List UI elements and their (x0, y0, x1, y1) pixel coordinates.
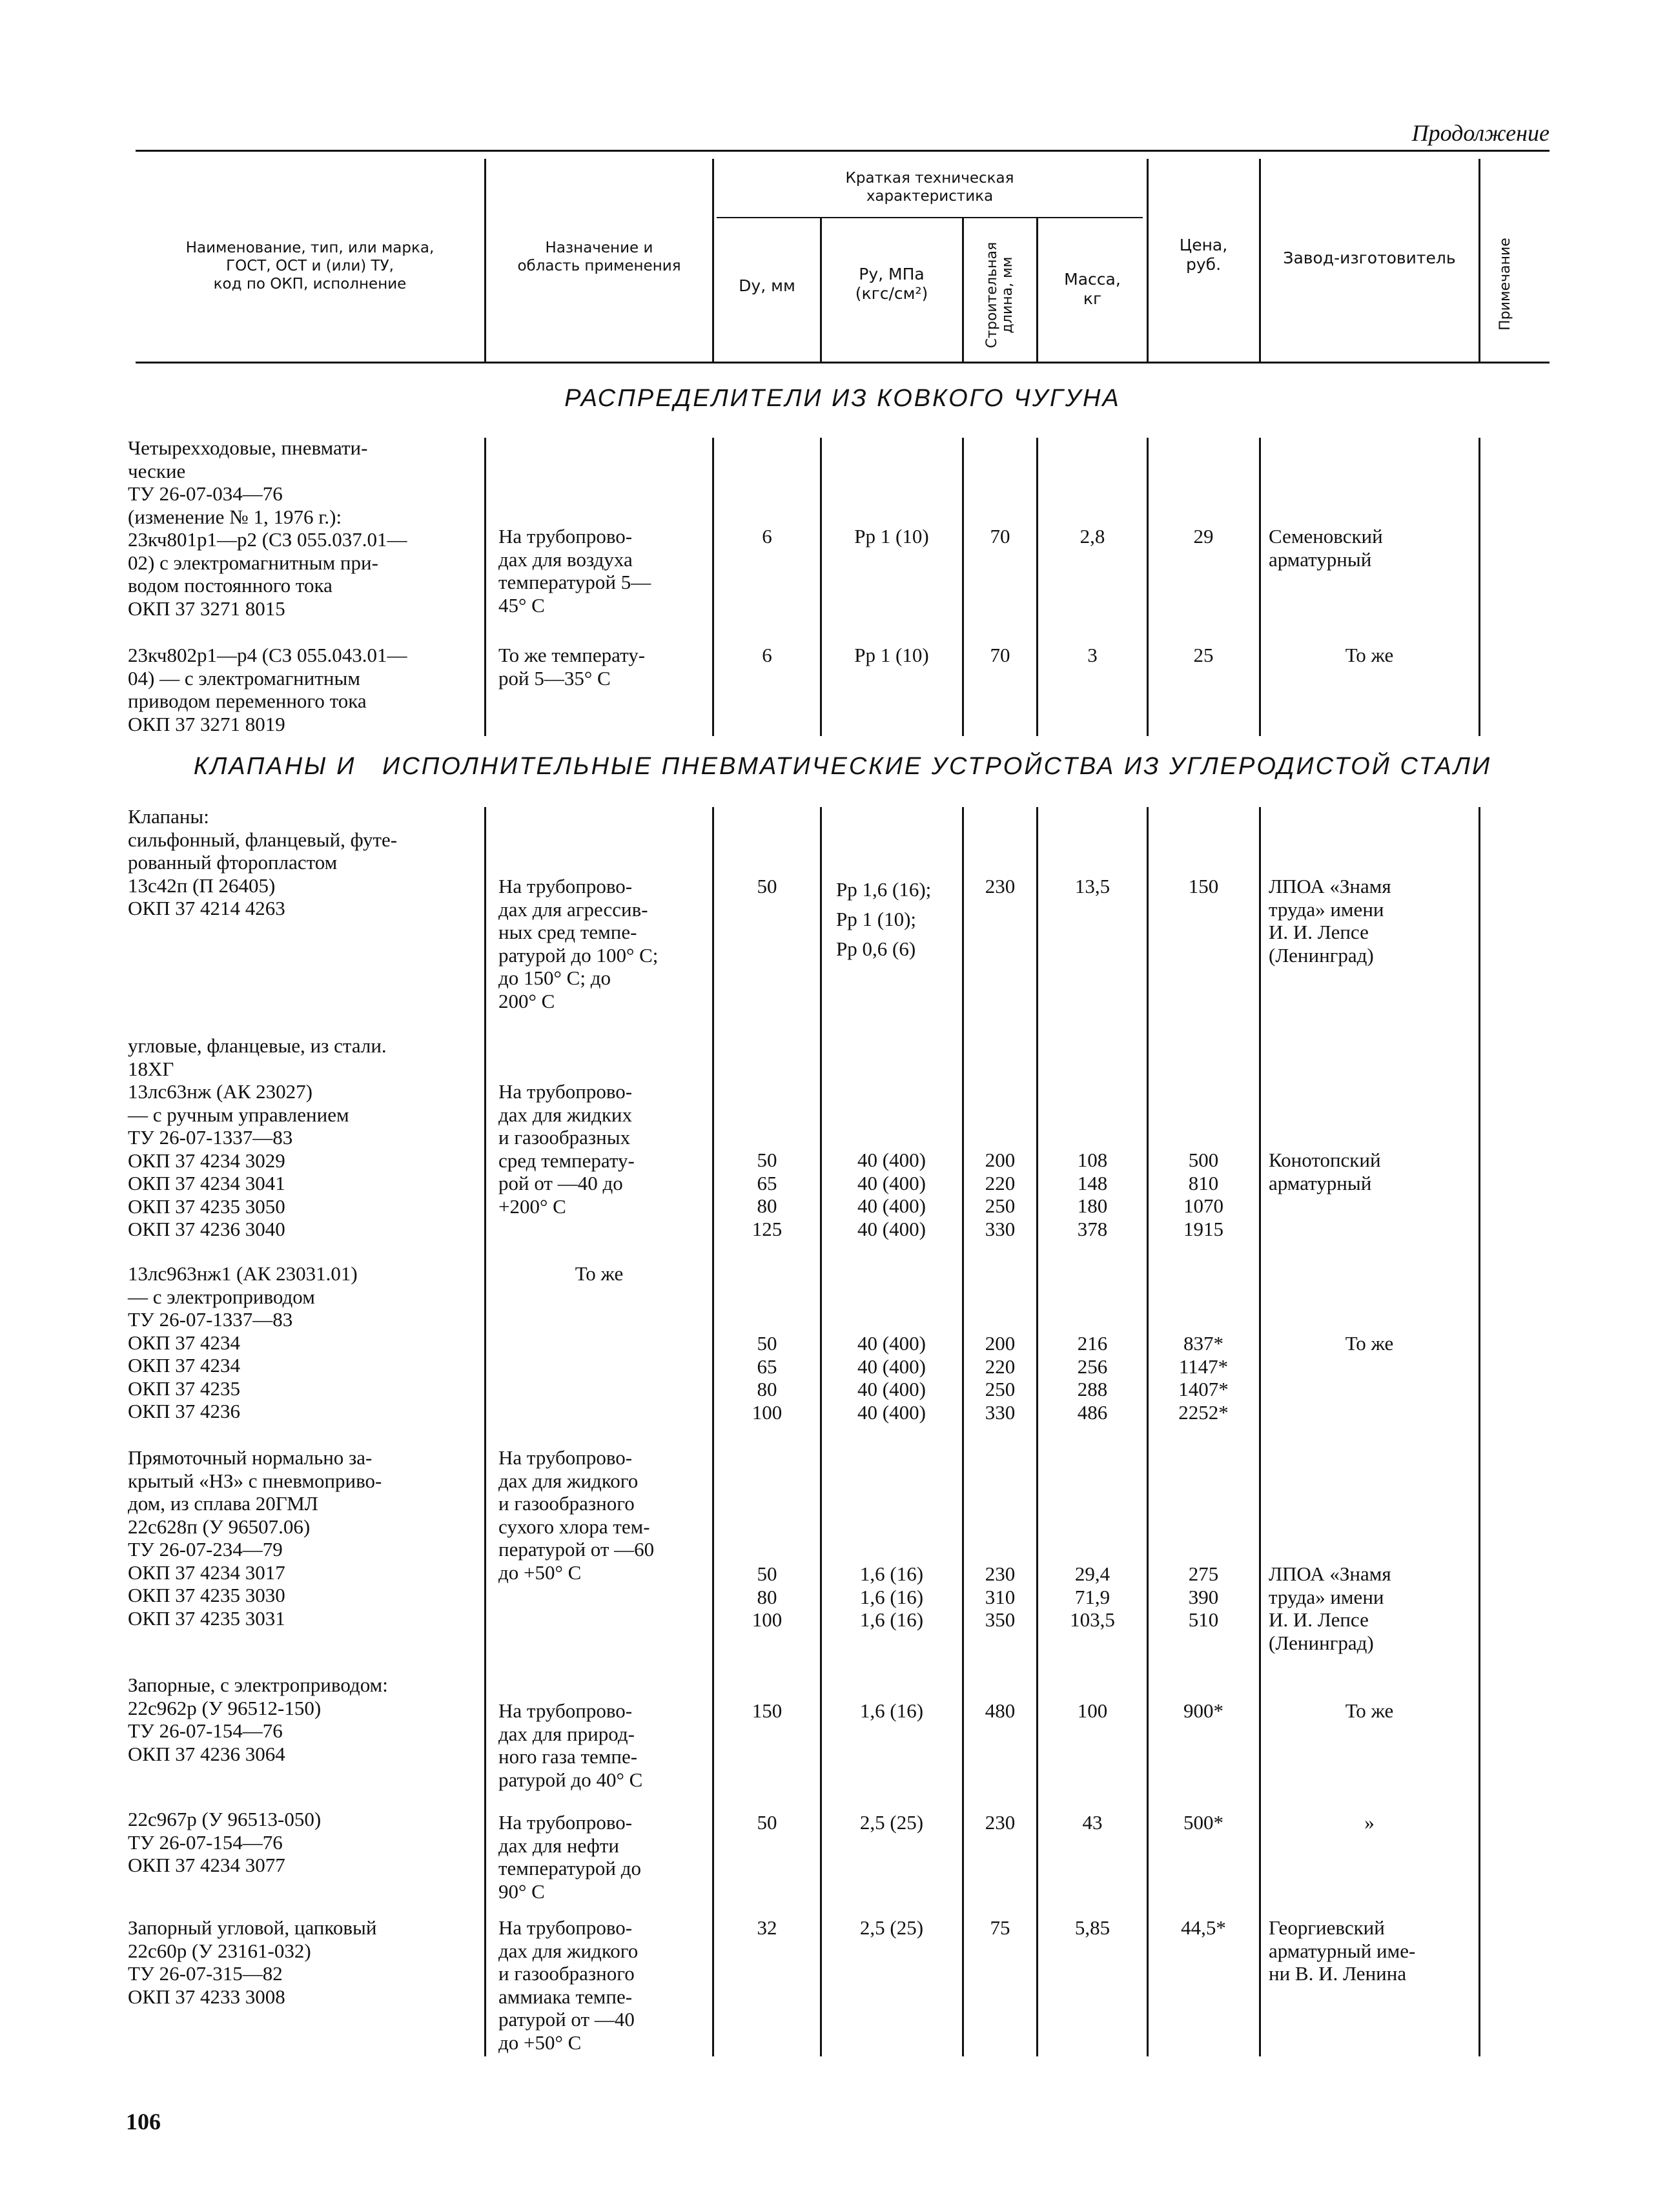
header-top-rule (136, 150, 1550, 152)
row-maker: То же (1345, 644, 1394, 666)
continuation-label: Продолжение (1411, 120, 1550, 146)
row-name: 13лс963нж1 (АК 23031.01) — с электроприводом ТУ 26-07-1337—83 ОКП 37 4234 ОКП 37 4234 ОКП 37 4235 ОКП 37 4236 (128, 1262, 358, 1422)
row-maker: Конотопский арматурный (1269, 1149, 1381, 1194)
row-length: 70 (990, 644, 1010, 666)
row-mass: 29,4 71,9 103,5 (1070, 1562, 1115, 1631)
column-divider (1478, 807, 1480, 2056)
header-divider (962, 218, 964, 362)
row-name: Клапаны: сильфонный, фланцевый, футе- рованный фторопластом 13с42п (П 26405) ОКП 37 4214 4263 (128, 805, 398, 919)
row-purpose: На трубопрово- дах для природ- ного газа темпе- ратурой до 40° С (498, 1699, 643, 1791)
row-length: 200 220 250 330 (985, 1149, 1016, 1240)
column-divider (484, 807, 486, 2056)
column-divider (1259, 438, 1261, 736)
row-name: угловые, фланцевые, из стали. 18ХГ 13лс63нж (АК 23027) — с ручным управлением ТУ 26-07-1337—83 ОКП 37 4234 3029 ОКП 37 4234 3041 ОКП 37 4235 3050 ОКП 37 4236 3040 (128, 1034, 387, 1240)
column-divider (712, 438, 714, 736)
row-price: 29 (1193, 525, 1214, 548)
row-name: Прямоточный нормально за- крытый «НЗ» с пневмоприво- дом, из сплава 20ГМЛ 22с628п (У 96507.06) ТУ 26-07-234—79 ОКП 37 4234 3017 ОКП 37 4235 3030 ОКП 37 4235 3031 (128, 1446, 382, 1630)
row-length: 75 (990, 1916, 1010, 1939)
row-dy: 50 65 80 125 (752, 1149, 783, 1240)
section-title-2: КЛАПАНЫ И ИСПОЛНИТЕЛЬНЫЕ ПНЕВМАТИЧЕСКИЕ УСТРОЙСТВА ИЗ УГЛЕРОДИСТОЙ СТАЛИ (193, 753, 1492, 780)
header-py: Pу, МПа (кгс/см²) (855, 265, 928, 303)
row-purpose: То же (575, 1262, 624, 1285)
row-length: 480 (985, 1699, 1016, 1722)
row-price: 25 (1193, 644, 1214, 666)
column-divider (712, 807, 714, 2056)
row-dy: 50 65 80 100 (752, 1332, 783, 1424)
header-divider (820, 218, 822, 362)
row-py: 1,6 (16) 1,6 (16) 1,6 (16) (859, 1562, 924, 1631)
row-mass: 13,5 (1074, 875, 1110, 897)
column-divider (1147, 438, 1149, 736)
header-bottom-rule (136, 362, 1550, 364)
header-divider (712, 159, 714, 362)
row-maker: Семеновский арматурный (1269, 525, 1383, 571)
row-purpose: На трубопрово- дах для жидкого и газообразного сухого хлора тем- пературой от —60 до +50° С (498, 1446, 655, 1584)
column-divider (484, 438, 486, 736)
row-length: 230 (985, 1811, 1016, 1834)
row-dy: 6 (762, 525, 772, 548)
row-dy: 50 (757, 1811, 777, 1834)
row-length: 230 (985, 875, 1016, 897)
column-divider (962, 438, 964, 736)
row-purpose: На трубопрово- дах для воздуха температурой 5— 45° С (498, 525, 651, 617)
row-price: 837* 1147* 1407* 2252* (1178, 1332, 1229, 1424)
row-name: 23кч802р1—р4 (СЗ 055.043.01— 04) — с электромагнитным приводом переменного тока ОКП 37 3271 8019 (128, 644, 407, 735)
row-dy: 150 (752, 1699, 783, 1722)
row-name: Запорные, с электроприводом: 22с962р (У 96512-150) ТУ 26-07-154—76 ОКП 37 4236 3064 (128, 1674, 388, 1765)
column-divider (820, 807, 822, 2056)
row-py: 40 (400) 40 (400) 40 (400) 40 (400) (857, 1149, 926, 1240)
row-purpose: На трубопрово- дах для нефти температурой до 90° С (498, 1811, 641, 1903)
row-maker: То же (1345, 1699, 1394, 1722)
row-purpose: На трубопрово- дах для жидкого и газообразного аммиака темпе- ратурой от —40 до +50° С (498, 1916, 639, 2054)
header-divider (1036, 218, 1038, 362)
row-price: 900* (1183, 1699, 1223, 1722)
row-py: 2,5 (25) (859, 1811, 924, 1834)
row-mass: 43 (1082, 1811, 1103, 1834)
row-price: 275 390 510 (1188, 1562, 1219, 1631)
row-mass: 3 (1087, 644, 1098, 666)
header-price: Цена, руб. (1179, 236, 1228, 274)
row-price: 500 810 1070 1915 (1183, 1149, 1223, 1240)
header-divider (1478, 159, 1480, 362)
header-mass: Масса, кг (1064, 270, 1121, 308)
row-price: 150 (1188, 875, 1219, 897)
row-purpose: То же температу- рой 5—35° С (498, 644, 646, 690)
row-mass: 108 148 180 378 (1077, 1149, 1108, 1240)
row-dy: 50 (757, 875, 777, 897)
row-mass: 100 (1077, 1699, 1108, 1722)
row-dy: 32 (757, 1916, 777, 1939)
row-name: Четырехходовые, пневмати- ческие ТУ 26-07-034—76 (изменение № 1, 1976 г.): 23кч801р1—р2 (СЗ 055.037.01— 02) с электромагнитным при- водом постоянного тока ОКП 37 3271 8015 (128, 436, 407, 620)
row-mass: 216 256 288 486 (1077, 1332, 1108, 1424)
column-divider (820, 438, 822, 736)
row-purpose: На трубопрово- дах для жидких и газообразных сред температу- рой от —40 до +200° С (498, 1080, 635, 1218)
column-divider (1478, 438, 1480, 736)
header-purpose: Назначение и область применения (517, 240, 681, 274)
row-length: 200 220 250 330 (985, 1332, 1016, 1424)
row-mass: 5,85 (1074, 1916, 1110, 1939)
row-length: 70 (990, 525, 1010, 548)
row-maker: То же (1345, 1332, 1394, 1355)
header-length: Строительная длина, мм (984, 241, 1016, 349)
row-maker: » (1364, 1811, 1375, 1834)
row-maker: ЛПОА «Знамя труда» имени И. И. Лепсе (Ленинград) (1269, 875, 1391, 967)
row-dy: 6 (762, 644, 772, 666)
header-divider (1147, 159, 1149, 362)
header-dy: Dу, мм (739, 276, 795, 295)
header-divider (484, 159, 486, 362)
column-divider (1147, 807, 1149, 2056)
row-py: Pр 1 (10) (854, 644, 929, 666)
header-maker: Завод-изготовитель (1283, 249, 1456, 267)
page-number: 106 (126, 2109, 161, 2135)
section-title-1: РАСПРЕДЕЛИТЕЛИ ИЗ КОВКОГО ЧУГУНА (564, 385, 1121, 412)
row-dy: 50 80 100 (752, 1562, 783, 1631)
row-py: Pр 1 (10) (854, 525, 929, 548)
header-divider (1259, 159, 1261, 362)
row-py: 1,6 (16) (859, 1699, 924, 1722)
row-name: 22с967р (У 96513-050) ТУ 26-07-154—76 ОКП 37 4234 3077 (128, 1808, 322, 1876)
header-name: Наименование, тип, или марка, ГОСТ, ОСТ и (или) ТУ, код по ОКП, исполнение (185, 240, 435, 292)
header-subgroup-rule (717, 217, 1143, 218)
row-mass: 2,8 (1079, 525, 1105, 548)
column-divider (1036, 807, 1038, 2056)
column-divider (962, 807, 964, 2056)
column-divider (1259, 807, 1261, 2056)
row-length: 230 310 350 (985, 1562, 1016, 1631)
row-maker: Георгиевский арматурный име- ни В. И. Ленина (1269, 1916, 1416, 1985)
row-maker: ЛПОА «Знамя труда» имени И. И. Лепсе (Ленинград) (1269, 1562, 1391, 1654)
header-note: Примечание (1497, 238, 1513, 331)
header-brief-characteristics: Краткая техническая характеристика (845, 170, 1014, 205)
row-name: Запорный угловой, цапковый 22с60р (У 23161-032) ТУ 26-07-315—82 ОКП 37 4233 3008 (128, 1916, 377, 2008)
row-price: 44,5* (1181, 1916, 1226, 1939)
row-price: 500* (1183, 1811, 1223, 1834)
row-purpose: На трубопрово- дах для агрессив- ных сред темпе- ратурой до 100° С; до 150° С; до 200° С (498, 875, 659, 1012)
row-py: 40 (400) 40 (400) 40 (400) 40 (400) (857, 1332, 926, 1424)
column-divider (1036, 438, 1038, 736)
row-py: 2,5 (25) (859, 1916, 924, 1939)
row-py: Pр 1,6 (16); Pр 1 (10); Pр 0,6 (6) (836, 878, 932, 960)
